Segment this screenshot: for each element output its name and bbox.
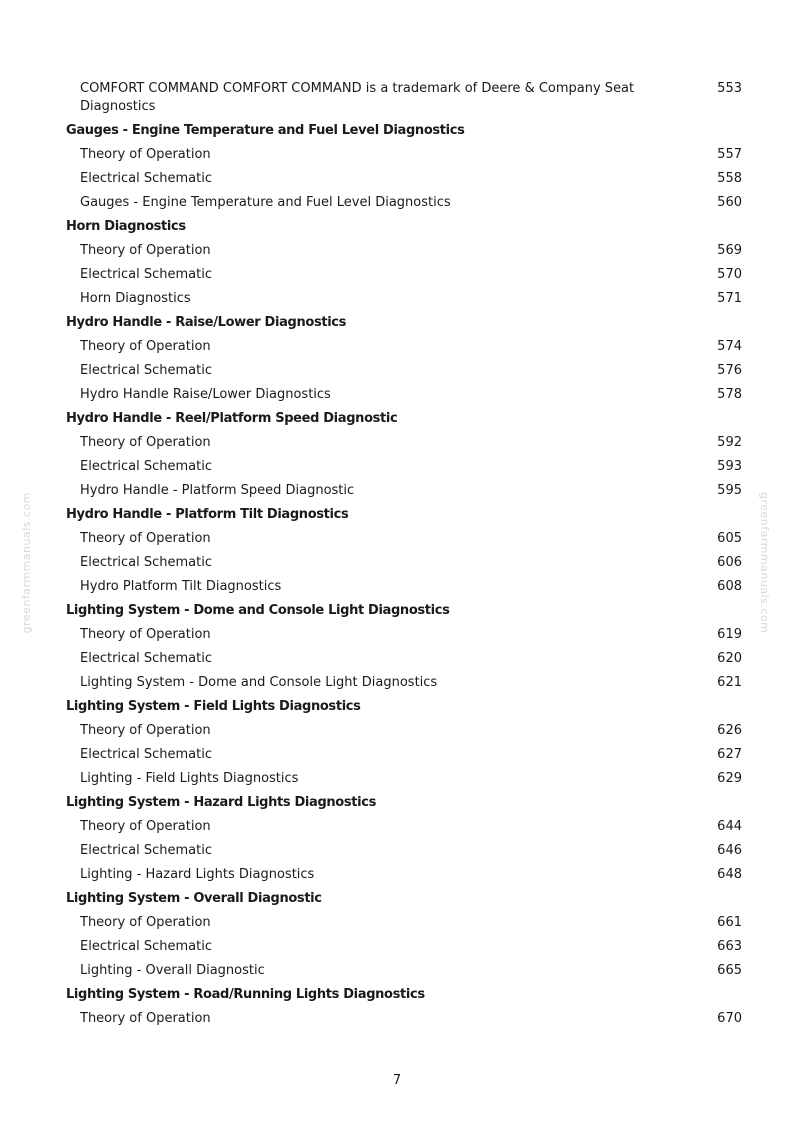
- toc-entry-title: Theory of Operation: [80, 819, 211, 834]
- toc-entry-page: 626: [717, 723, 742, 738]
- toc-entry-page: 663: [717, 939, 742, 954]
- toc-entry-page: 646: [717, 843, 742, 858]
- toc-entry-page: 665: [717, 963, 742, 978]
- toc-entry-page: 560: [717, 195, 742, 210]
- toc-entry[interactable]: [66, 935, 742, 959]
- toc-entry-page: 605: [717, 531, 742, 546]
- toc-entry[interactable]: [66, 143, 742, 167]
- toc-entry[interactable]: [66, 359, 742, 383]
- toc-entry-title: Gauges - Engine Temperature and Fuel Level Diagnostics: [80, 195, 451, 210]
- toc-entry-page: 621: [717, 675, 742, 690]
- toc-entry-page: 644: [717, 819, 742, 834]
- toc-entry-title: Electrical Schematic: [80, 459, 213, 474]
- toc-entry-title: Hydro Handle - Platform Speed Diagnostic: [80, 483, 355, 498]
- toc-section-heading: Lighting System - Road/Running Lights Diagnostics: [66, 987, 425, 1002]
- toc-entry[interactable]: [66, 455, 742, 479]
- toc-entry-page: 648: [717, 867, 742, 882]
- toc-entry[interactable]: [66, 623, 742, 647]
- toc-entry-page: 592: [717, 435, 742, 450]
- toc-entry[interactable]: [66, 743, 742, 767]
- toc-entry-page: 627: [717, 747, 742, 762]
- toc-section-heading: Lighting System - Overall Diagnostic: [66, 891, 322, 906]
- toc-entry-title: COMFORT COMMAND COMFORT COMMAND is a trademark of Deere & Company Seat Diagnostics: [80, 81, 635, 114]
- toc-entry[interactable]: [66, 527, 742, 551]
- toc-section-heading: Lighting System - Dome and Console Light Diagnostics: [66, 603, 450, 618]
- toc-entry-title: Lighting - Overall Diagnostic: [80, 963, 265, 978]
- toc-entry-page: 571: [717, 291, 742, 306]
- toc-section-heading: Hydro Handle - Raise/Lower Diagnostics: [66, 315, 347, 330]
- toc-entry-page: 576: [717, 363, 742, 378]
- table-of-contents: [66, 77, 742, 1031]
- watermark-right: greenfarmmanuals.com: [758, 492, 771, 634]
- toc-entry-title: Theory of Operation: [80, 627, 211, 642]
- toc-entry[interactable]: [66, 575, 742, 599]
- toc-entry-title: Lighting - Field Lights Diagnostics: [80, 771, 299, 786]
- toc-entry-page: 670: [717, 1011, 742, 1026]
- toc-entry-page: 593: [717, 459, 742, 474]
- toc-entry-page: 661: [717, 915, 742, 930]
- toc-entry-title: Electrical Schematic: [80, 747, 213, 762]
- toc-entry-title: Lighting System - Dome and Console Light Diagnostics: [80, 675, 438, 690]
- toc-entry[interactable]: [66, 479, 742, 503]
- toc-section-heading: Lighting System - Hazard Lights Diagnostics: [66, 795, 376, 810]
- toc-entry[interactable]: [66, 839, 742, 863]
- toc-entry[interactable]: [66, 911, 742, 935]
- toc-entry-page: 558: [717, 171, 742, 186]
- toc-entry[interactable]: [66, 77, 742, 119]
- toc-entry-page: 570: [717, 267, 742, 282]
- toc-entry[interactable]: [66, 767, 742, 791]
- toc-entry-title: Theory of Operation: [80, 147, 211, 162]
- toc-entry-title: Lighting - Hazard Lights Diagnostics: [80, 867, 315, 882]
- toc-entry-title: Hydro Platform Tilt Diagnostics: [80, 579, 282, 594]
- toc-entry-title: Theory of Operation: [80, 915, 211, 930]
- toc-entry-page: 619: [717, 627, 742, 642]
- toc-entry-title: Electrical Schematic: [80, 363, 213, 378]
- toc-entry[interactable]: [66, 287, 742, 311]
- toc-entry-title: Electrical Schematic: [80, 651, 213, 666]
- toc-entry[interactable]: [66, 431, 742, 455]
- toc-entry[interactable]: [66, 671, 742, 695]
- toc-entry-page: 569: [717, 243, 742, 258]
- toc-entry-title: Theory of Operation: [80, 531, 211, 546]
- toc-entry[interactable]: [66, 191, 742, 215]
- toc-section-heading: Lighting System - Field Lights Diagnostics: [66, 699, 361, 714]
- toc-entry-page: 557: [717, 147, 742, 162]
- toc-entry-page: 608: [717, 579, 742, 594]
- toc-entry[interactable]: [66, 815, 742, 839]
- toc-section-heading: Gauges - Engine Temperature and Fuel Level Diagnostics: [66, 123, 465, 138]
- toc-entry[interactable]: [66, 1007, 742, 1031]
- toc-entry[interactable]: [66, 863, 742, 887]
- toc-entry-page: 578: [717, 387, 742, 402]
- toc-entry-page: 595: [717, 483, 742, 498]
- toc-entry-title: Electrical Schematic: [80, 267, 213, 282]
- toc-section-heading: Hydro Handle - Reel/Platform Speed Diagnostic: [66, 411, 398, 426]
- toc-entry[interactable]: [66, 239, 742, 263]
- toc-entry[interactable]: [66, 335, 742, 359]
- page-number: 7: [392, 1073, 402, 1088]
- toc-entry-page: 606: [717, 555, 742, 570]
- toc-entry-title: Theory of Operation: [80, 243, 211, 258]
- toc-section-heading: Hydro Handle - Platform Tilt Diagnostics: [66, 507, 349, 522]
- toc-entry-title: Hydro Handle Raise/Lower Diagnostics: [80, 387, 331, 402]
- toc-entry[interactable]: [66, 719, 742, 743]
- toc-section-heading: Horn Diagnostics: [66, 219, 186, 234]
- toc-entry[interactable]: [66, 959, 742, 983]
- toc-entry-title: Electrical Schematic: [80, 555, 213, 570]
- toc-entry-page: 629: [717, 771, 742, 786]
- toc-entry-page: 620: [717, 651, 742, 666]
- watermark-left: greenfarmmanuals.com: [20, 492, 33, 634]
- toc-entry-title: Electrical Schematic: [80, 171, 213, 186]
- toc-entry[interactable]: [66, 647, 742, 671]
- toc-entry-title: Theory of Operation: [80, 435, 211, 450]
- toc-entry[interactable]: [66, 383, 742, 407]
- toc-entry-title: Horn Diagnostics: [80, 291, 191, 306]
- toc-entry-title: Theory of Operation: [80, 339, 211, 354]
- toc-entry-title: Theory of Operation: [80, 1011, 211, 1026]
- toc-entry[interactable]: [66, 263, 742, 287]
- toc-entry-title: Electrical Schematic: [80, 843, 213, 858]
- toc-entry[interactable]: [66, 167, 742, 191]
- toc-entry-page: 574: [717, 339, 742, 354]
- toc-entry-title: Theory of Operation: [80, 723, 211, 738]
- toc-entry-page: 553: [717, 81, 742, 96]
- toc-entry-title: Electrical Schematic: [80, 939, 213, 954]
- toc-entry[interactable]: [66, 551, 742, 575]
